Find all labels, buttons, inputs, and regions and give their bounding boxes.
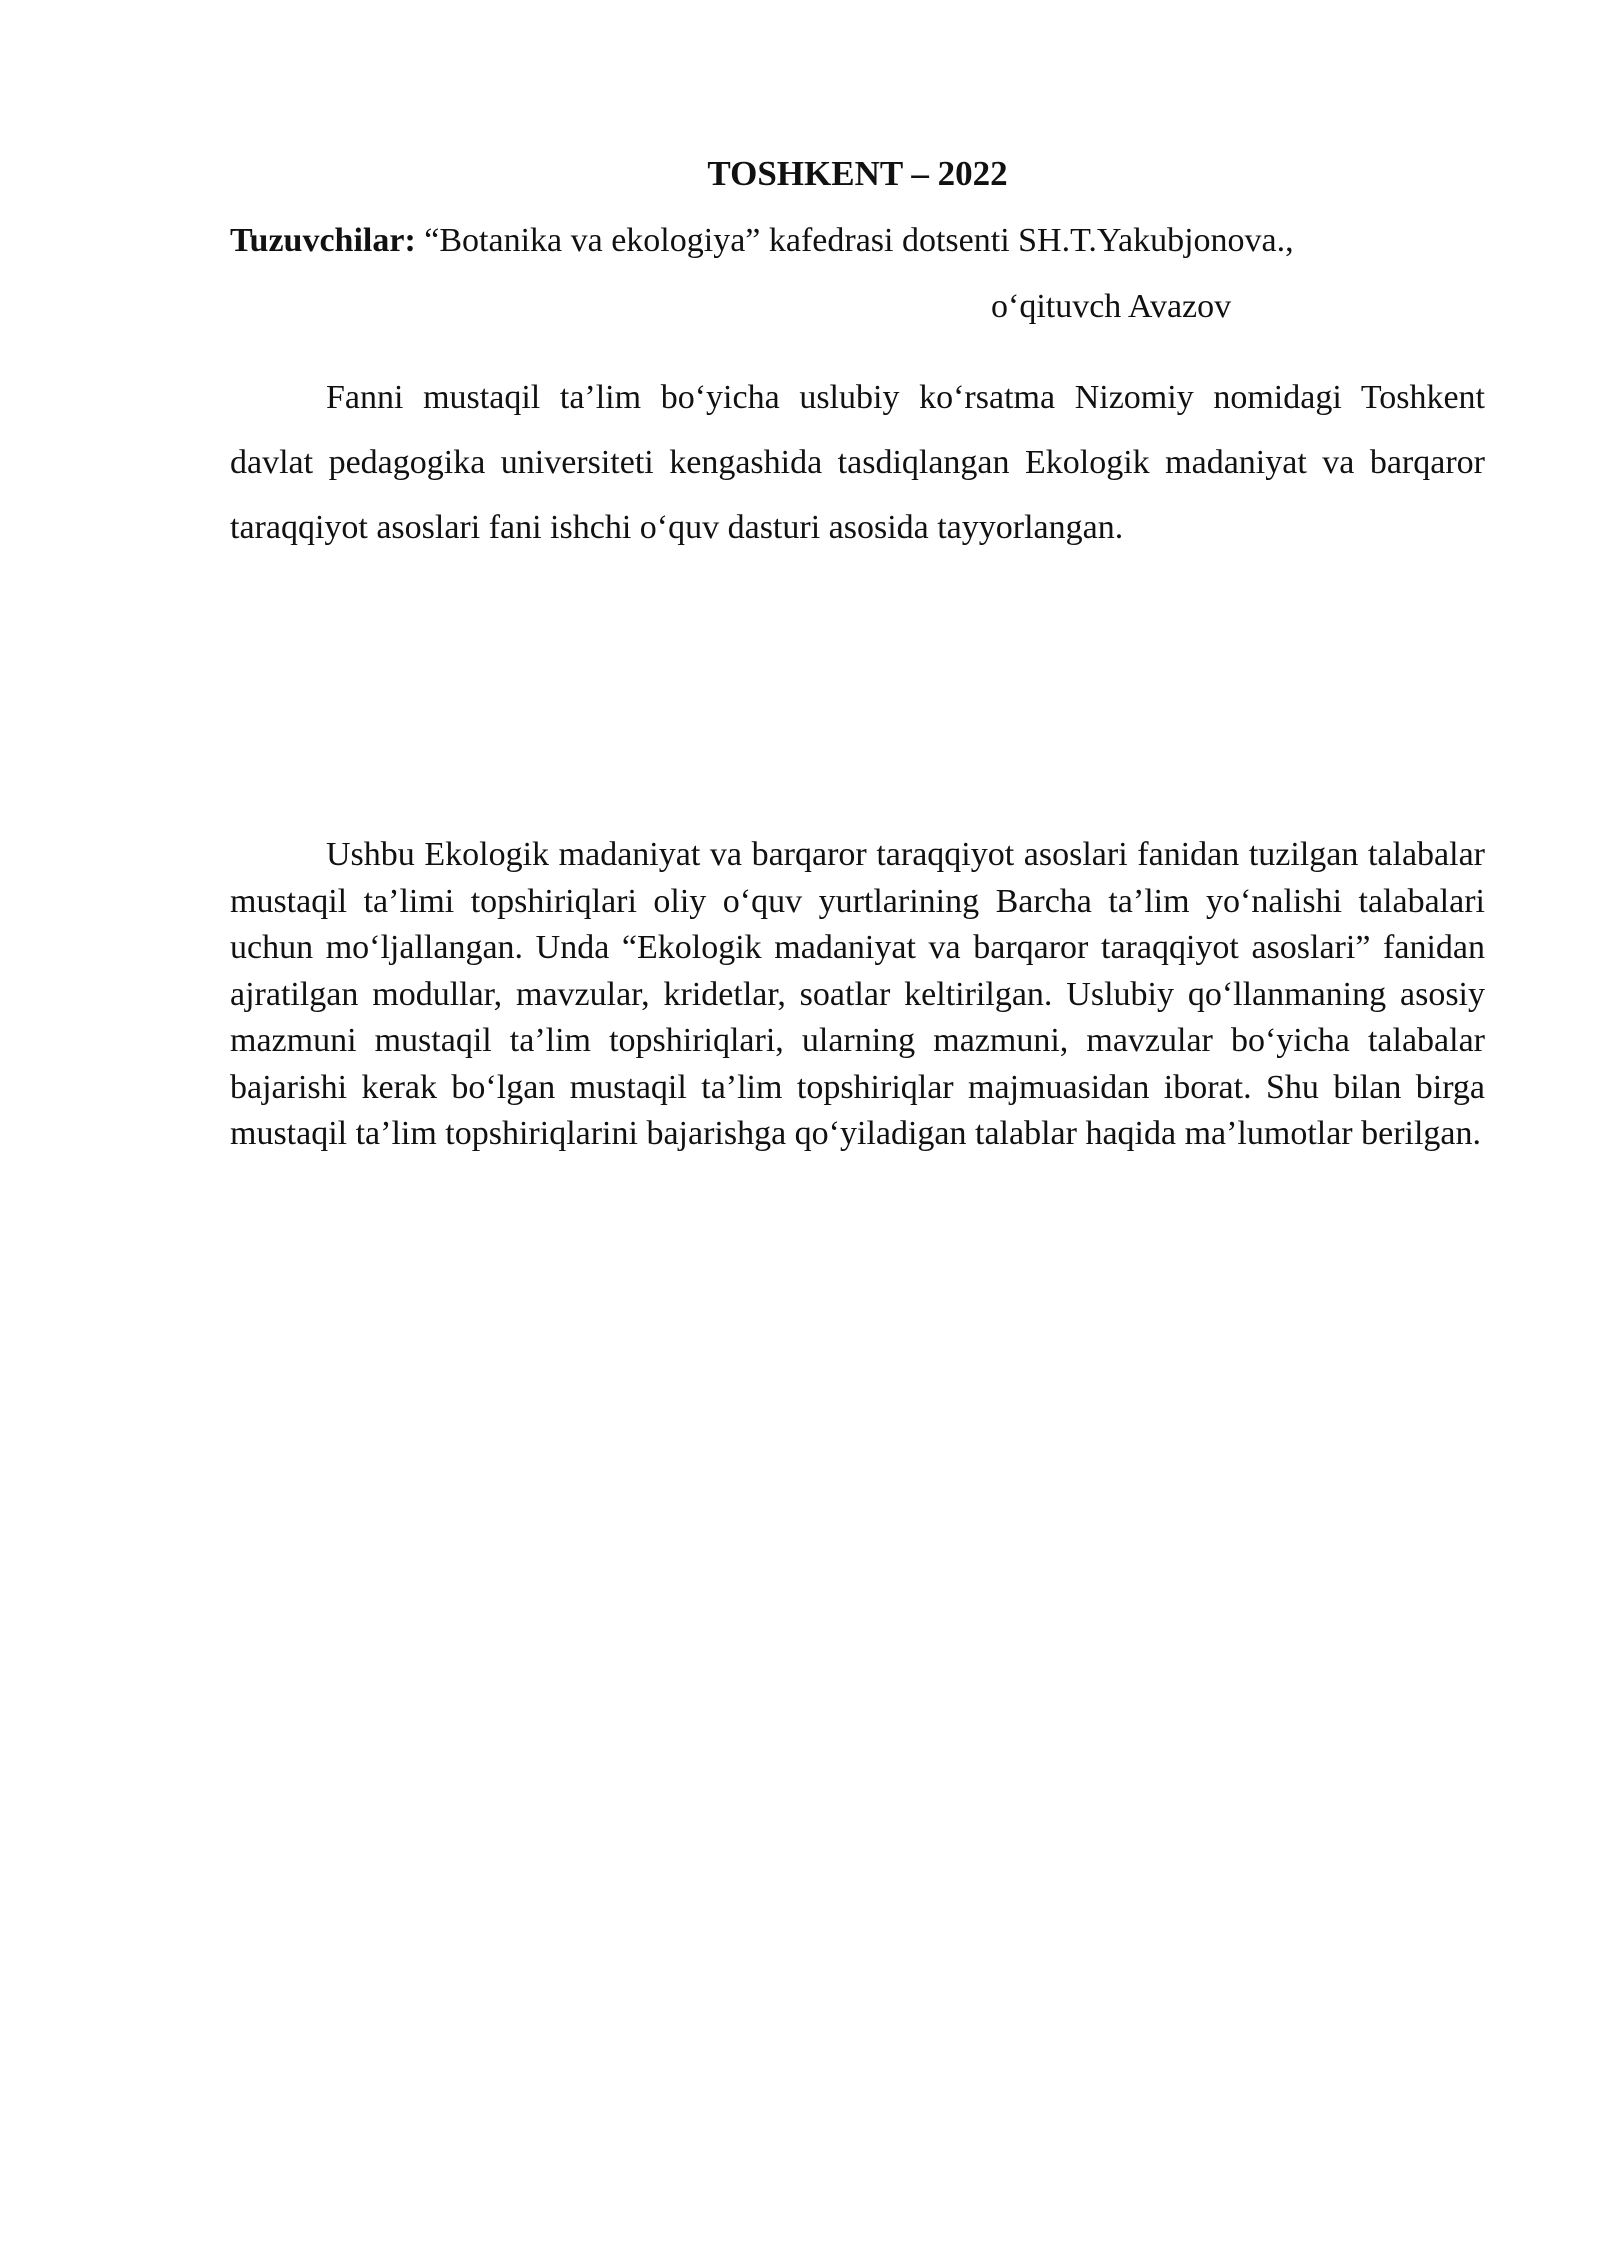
authors-label: Tuzuvchilar: bbox=[230, 222, 416, 259]
page-title: TOSHKENT – 2022 bbox=[707, 154, 1008, 193]
authors-second-line: o‘qituvch Avazov bbox=[991, 288, 1232, 325]
paragraph-approval: Fanni mustaqil ta’lim bo‘yicha uslubiy ko‘rsatma Nizomiy nomidagi Toshkent davlat pedagogika universiteti kengashida tasdiqlangan Ekologik madaniyat va barqaror taraqqiyot asoslari fani ishchi o‘quv dasturi asosida tayyorlangan. bbox=[230, 379, 1485, 546]
paragraph-description: Ushbu Ekologik madaniyat va barqaror taraqqiyot asoslari fanidan tuzilgan talabalar mustaqil ta’limi topshiriqlari oliy o‘quv yurtlarining Barcha ta’lim yo‘nalishi talabalari uchun mo‘ljallangan. Unda “Ekologik madaniyat va barqaror taraqqiyot asoslari” fanidan ajratilgan modullar, mavzular, kridetlar, soatlar keltirilgan. Uslubiy qo‘llanmaning asosiy mazmuni mustaqil ta’lim topshiriqlari, ularning mazmuni, mavzular bo‘yicha talabalar bajarishi kerak bo‘lgan mustaqil ta’lim topshiriqlar majmuasidan iborat. Shu bilan birga mustaqil ta’lim topshiriqlarini bajarishga qo‘yiladigan talablar haqida ma’lumotlar berilgan. bbox=[230, 836, 1485, 1152]
authors-line bbox=[230, 215, 1485, 267]
authors-text: “Botanika va ekologiya” kafedrasi dotsenti SH.T.Yakubjonova., bbox=[415, 222, 1294, 259]
